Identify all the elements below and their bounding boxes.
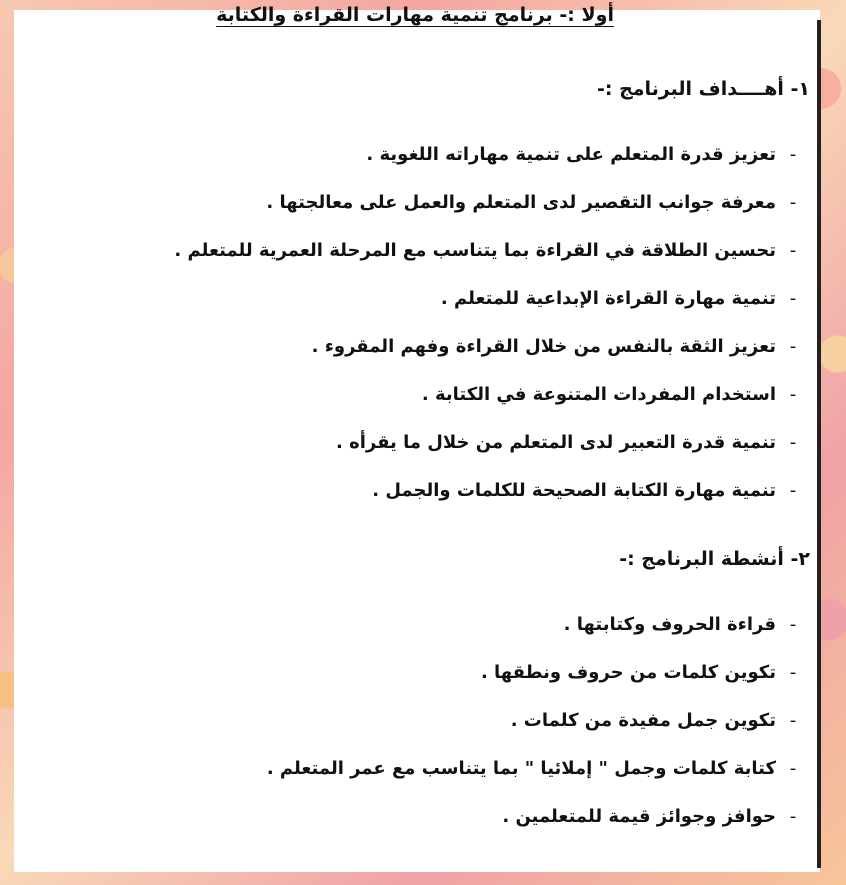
- list-item-text: تنمية مهارة القراءة الإبداعية للمتعلم .: [440, 287, 776, 309]
- objectives-heading: ١- أهــــداف البرنامج :-: [597, 78, 810, 100]
- list-item: [267, 600, 810, 648]
- objectives-list: [174, 130, 810, 514]
- bullet-dash: -: [789, 335, 797, 357]
- list-item-text: تحسين الطلاقة في القراءة بما يتناسب مع المرحلة العمرية للمتعلم .: [174, 239, 776, 261]
- list-item: [267, 792, 810, 840]
- bullet-dash: -: [789, 287, 797, 309]
- list-item-text: تكوين كلمات من حروف ونطقها .: [480, 661, 776, 683]
- activities-heading: ٢- أنشطة البرنامج :-: [619, 548, 810, 570]
- list-item: [174, 466, 810, 514]
- list-item-text: تعزيز قدرة المتعلم على تنمية مهاراته اللغوية .: [366, 143, 776, 165]
- bullet-dash: -: [789, 709, 797, 731]
- list-item-text: تعزيز الثقة بالنفس من خلال القراءة وفهم المقروء .: [311, 335, 776, 357]
- list-item: [174, 130, 810, 178]
- list-item: [174, 226, 810, 274]
- bullet-dash: -: [789, 239, 797, 261]
- page-border-line: [817, 20, 821, 868]
- bullet-dash: -: [789, 431, 797, 453]
- list-item: [267, 648, 810, 696]
- bullet-dash: -: [789, 191, 797, 213]
- list-item-text: حوافز وجوائز قيمة للمتعلمين .: [502, 805, 776, 827]
- list-item-text: تنمية قدرة التعبير لدى المتعلم من خلال ما يقرأه .: [335, 431, 776, 453]
- list-item-text: قراءة الحروف وكتابتها .: [563, 613, 776, 635]
- activities-list: [267, 600, 810, 840]
- list-item-text: تكوين جمل مفيدة من كلمات .: [510, 709, 776, 731]
- list-item-text: كتابة كلمات وجمل " إملائيا " بما يتناسب مع عمر المتعلم .: [266, 757, 776, 779]
- page-title: أولا :- برنامج تنمية مهارات القراءة والكتابة: [216, 4, 614, 26]
- bullet-dash: -: [789, 757, 797, 779]
- bullet-dash: -: [789, 805, 797, 827]
- bullet-dash: -: [789, 383, 797, 405]
- list-item: [267, 744, 810, 792]
- list-item: [174, 418, 810, 466]
- list-item: [267, 696, 810, 744]
- bullet-dash: -: [789, 479, 797, 501]
- bullet-dash: -: [789, 661, 797, 683]
- list-item: [174, 322, 810, 370]
- list-item-text: معرفة جوانب التقصير لدى المتعلم والعمل على معالجتها .: [266, 191, 776, 213]
- list-item-text: استخدام المفردات المتنوعة في الكتابة .: [421, 383, 776, 405]
- list-item: [174, 370, 810, 418]
- bullet-dash: -: [789, 143, 797, 165]
- bullet-dash: -: [789, 613, 797, 635]
- list-item-text: تنمية مهارة الكتابة الصحيحة للكلمات والجمل .: [372, 479, 776, 501]
- list-item: [174, 178, 810, 226]
- list-item: [174, 274, 810, 322]
